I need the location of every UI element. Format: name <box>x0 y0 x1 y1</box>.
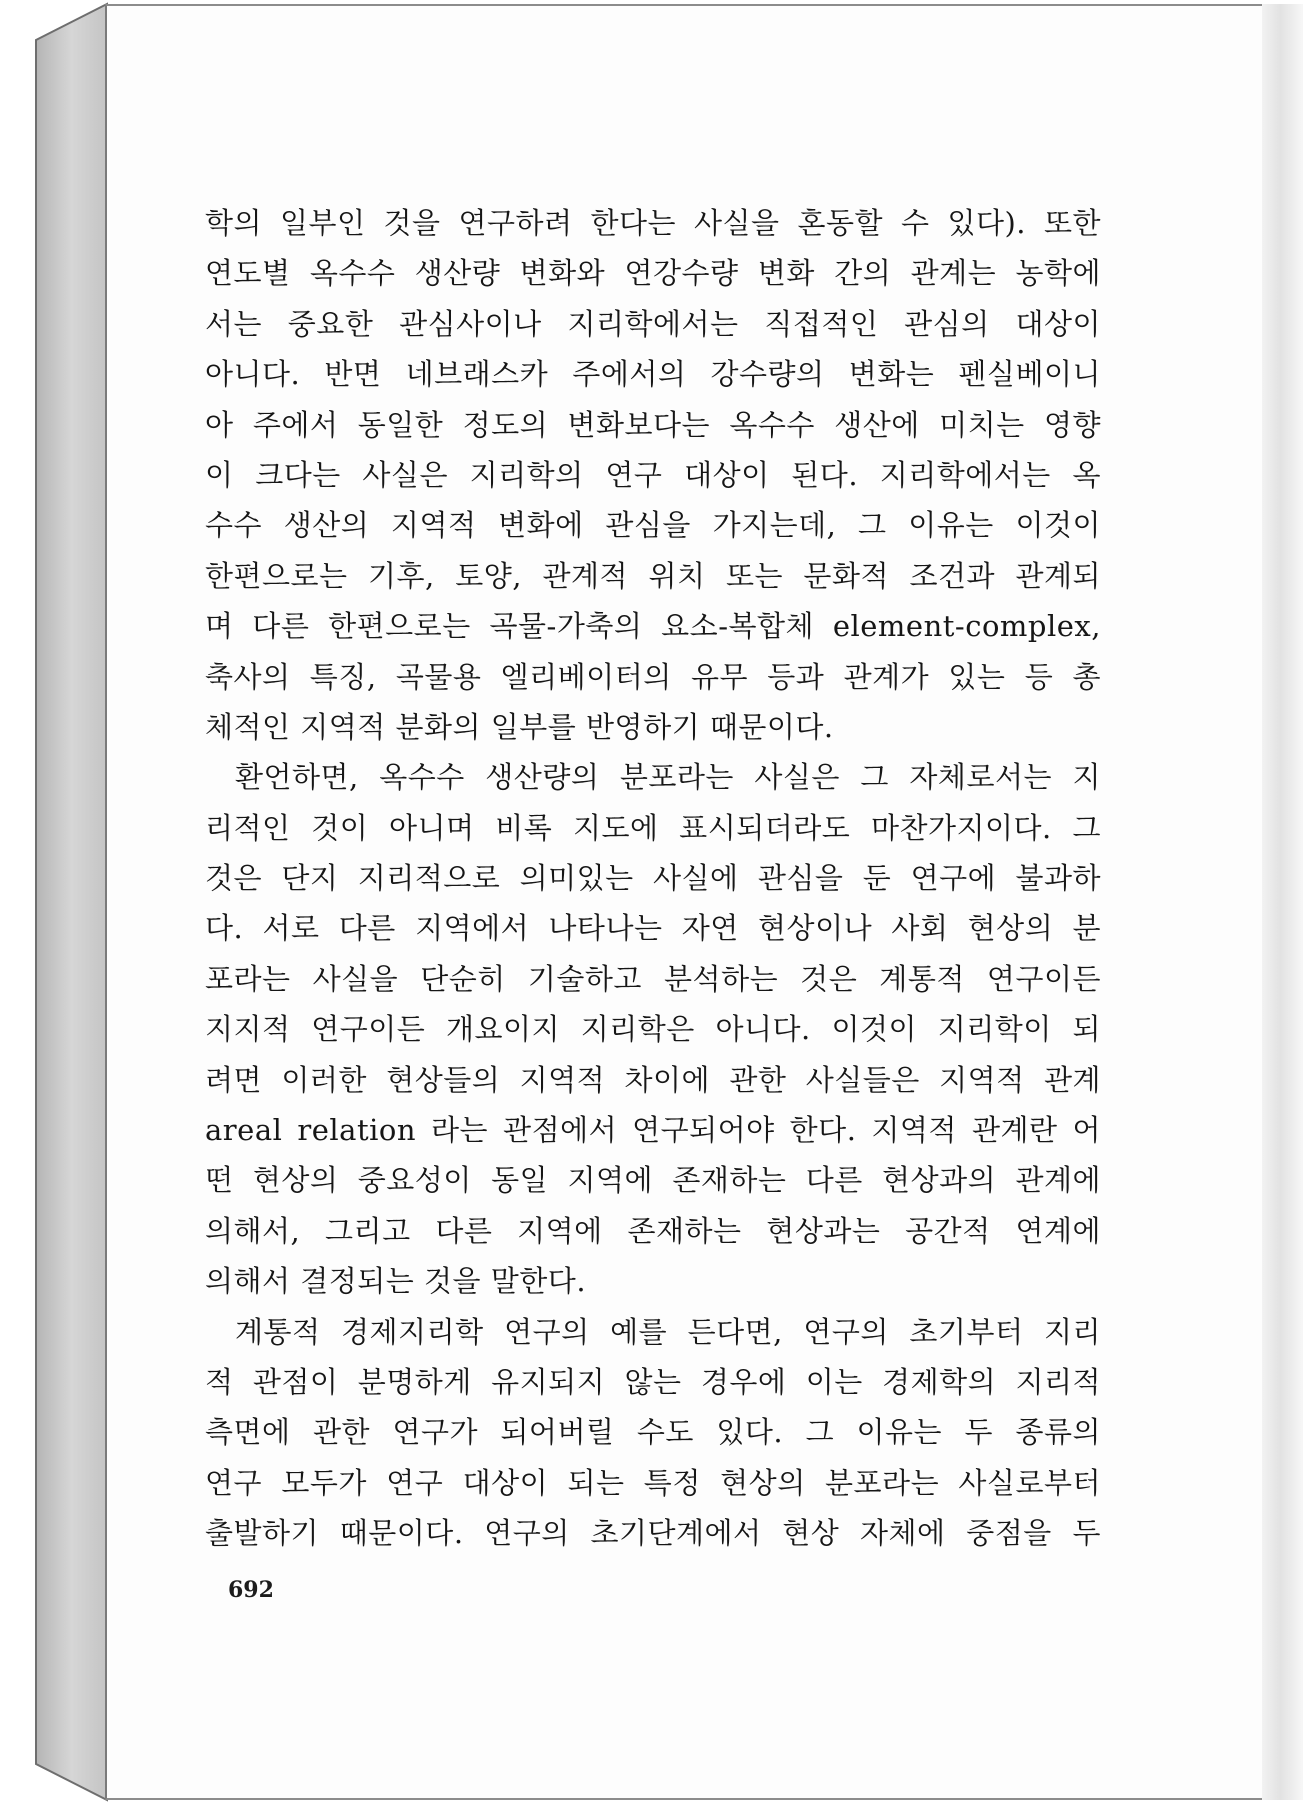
text-line: 의해서 결정되는 것을 말한다. <box>205 1264 587 1299</box>
text-line: 의해서, 그리고 다른 지역에 존재하는 현상과는 공간적 연계에 <box>205 1213 1101 1248</box>
text-line: 떤 현상의 중요성이 동일 지역에 존재하는 다른 현상과의 관계에 <box>205 1163 1101 1198</box>
text-line: 체적인 지역적 분화의 일부를 반영하기 때문이다. <box>205 709 834 744</box>
text-line: 축사의 특징, 곡물용 엘리베이터의 유무 등과 관계가 있는 등 총 <box>205 659 1101 694</box>
text-line: 며 다른 한편으로는 곡물-가축의 요소-복합체 element-complex, <box>205 609 1101 644</box>
text-line: 연도별 옥수수 생산량 변화와 연강수량 변화 간의 관계는 농학에 <box>205 256 1101 291</box>
text-line: 아니다. 반면 네브래스카 주에서의 강수량의 변화는 펜실베이니 <box>205 357 1101 392</box>
text-line: 지지적 연구이든 개요이지 지리학은 아니다. 이것이 지리학이 되 <box>205 1012 1101 1047</box>
text-line: 리적인 것이 아니며 비록 지도에 표시되더라도 마찬가지이다. 그 <box>205 810 1101 845</box>
text-line: 포라는 사실을 단순히 기술하고 분석하는 것은 계통적 연구이든 <box>205 961 1101 996</box>
text-line: 한편으로는 기후, 토양, 관계적 위치 또는 문화적 조건과 관계되 <box>205 558 1101 593</box>
text-line: 학의 일부인 것을 연구하려 한다는 사실을 혼동할 수 있다). 또한 <box>205 206 1101 240</box>
text-line: areal relation 라는 관점에서 연구되어야 한다. 지역적 관계란 어 <box>205 1113 1101 1148</box>
text-line: 출발하기 때문이다. 연구의 초기단계에서 현상 자체에 중점을 두 <box>205 1516 1101 1551</box>
text-line: 이 크다는 사실은 지리학의 연구 대상이 된다. 지리학에서는 옥 <box>205 457 1101 492</box>
text-line: 것은 단지 지리적으로 의미있는 사실에 관심을 둔 연구에 불과하 <box>205 861 1101 896</box>
page-number: 692 <box>228 1577 274 1603</box>
text-line: 아 주에서 동일한 정도의 변화보다는 옥수수 생산에 미치는 영향 <box>205 407 1101 442</box>
text-line: 환언하면, 옥수수 생산량의 분포라는 사실은 그 자체로서는 지 <box>235 760 1101 795</box>
text-line: 려면 이러한 현상들의 지역적 차이에 관한 사실들은 지역적 관계 <box>205 1062 1101 1097</box>
text-line: 적 관점이 분명하게 유지되지 않는 경우에 이는 경제학의 지리적 <box>205 1364 1101 1399</box>
body-text <box>205 198 1101 1559</box>
page-edge-shadow <box>1262 4 1303 1800</box>
text-line: 측면에 관한 연구가 되어버릴 수도 있다. 그 이유는 두 종류의 <box>205 1415 1101 1450</box>
text-line: 다. 서로 다른 지역에서 나타나는 자연 현상이나 사회 현상의 분 <box>205 911 1101 946</box>
text-line: 수수 생산의 지역적 변화에 관심을 가지는데, 그 이유는 이것이 <box>205 508 1101 543</box>
text-line: 계통적 경제지리학 연구의 예를 든다면, 연구의 초기부터 지리 <box>235 1314 1101 1349</box>
text-line: 서는 중요한 관심사이나 지리학에서는 직접적인 관심의 대상이 <box>205 306 1101 341</box>
book-spine <box>0 0 110 1806</box>
text-line: 연구 모두가 연구 대상이 되는 특정 현상의 분포라는 사실로부터 <box>205 1465 1101 1500</box>
